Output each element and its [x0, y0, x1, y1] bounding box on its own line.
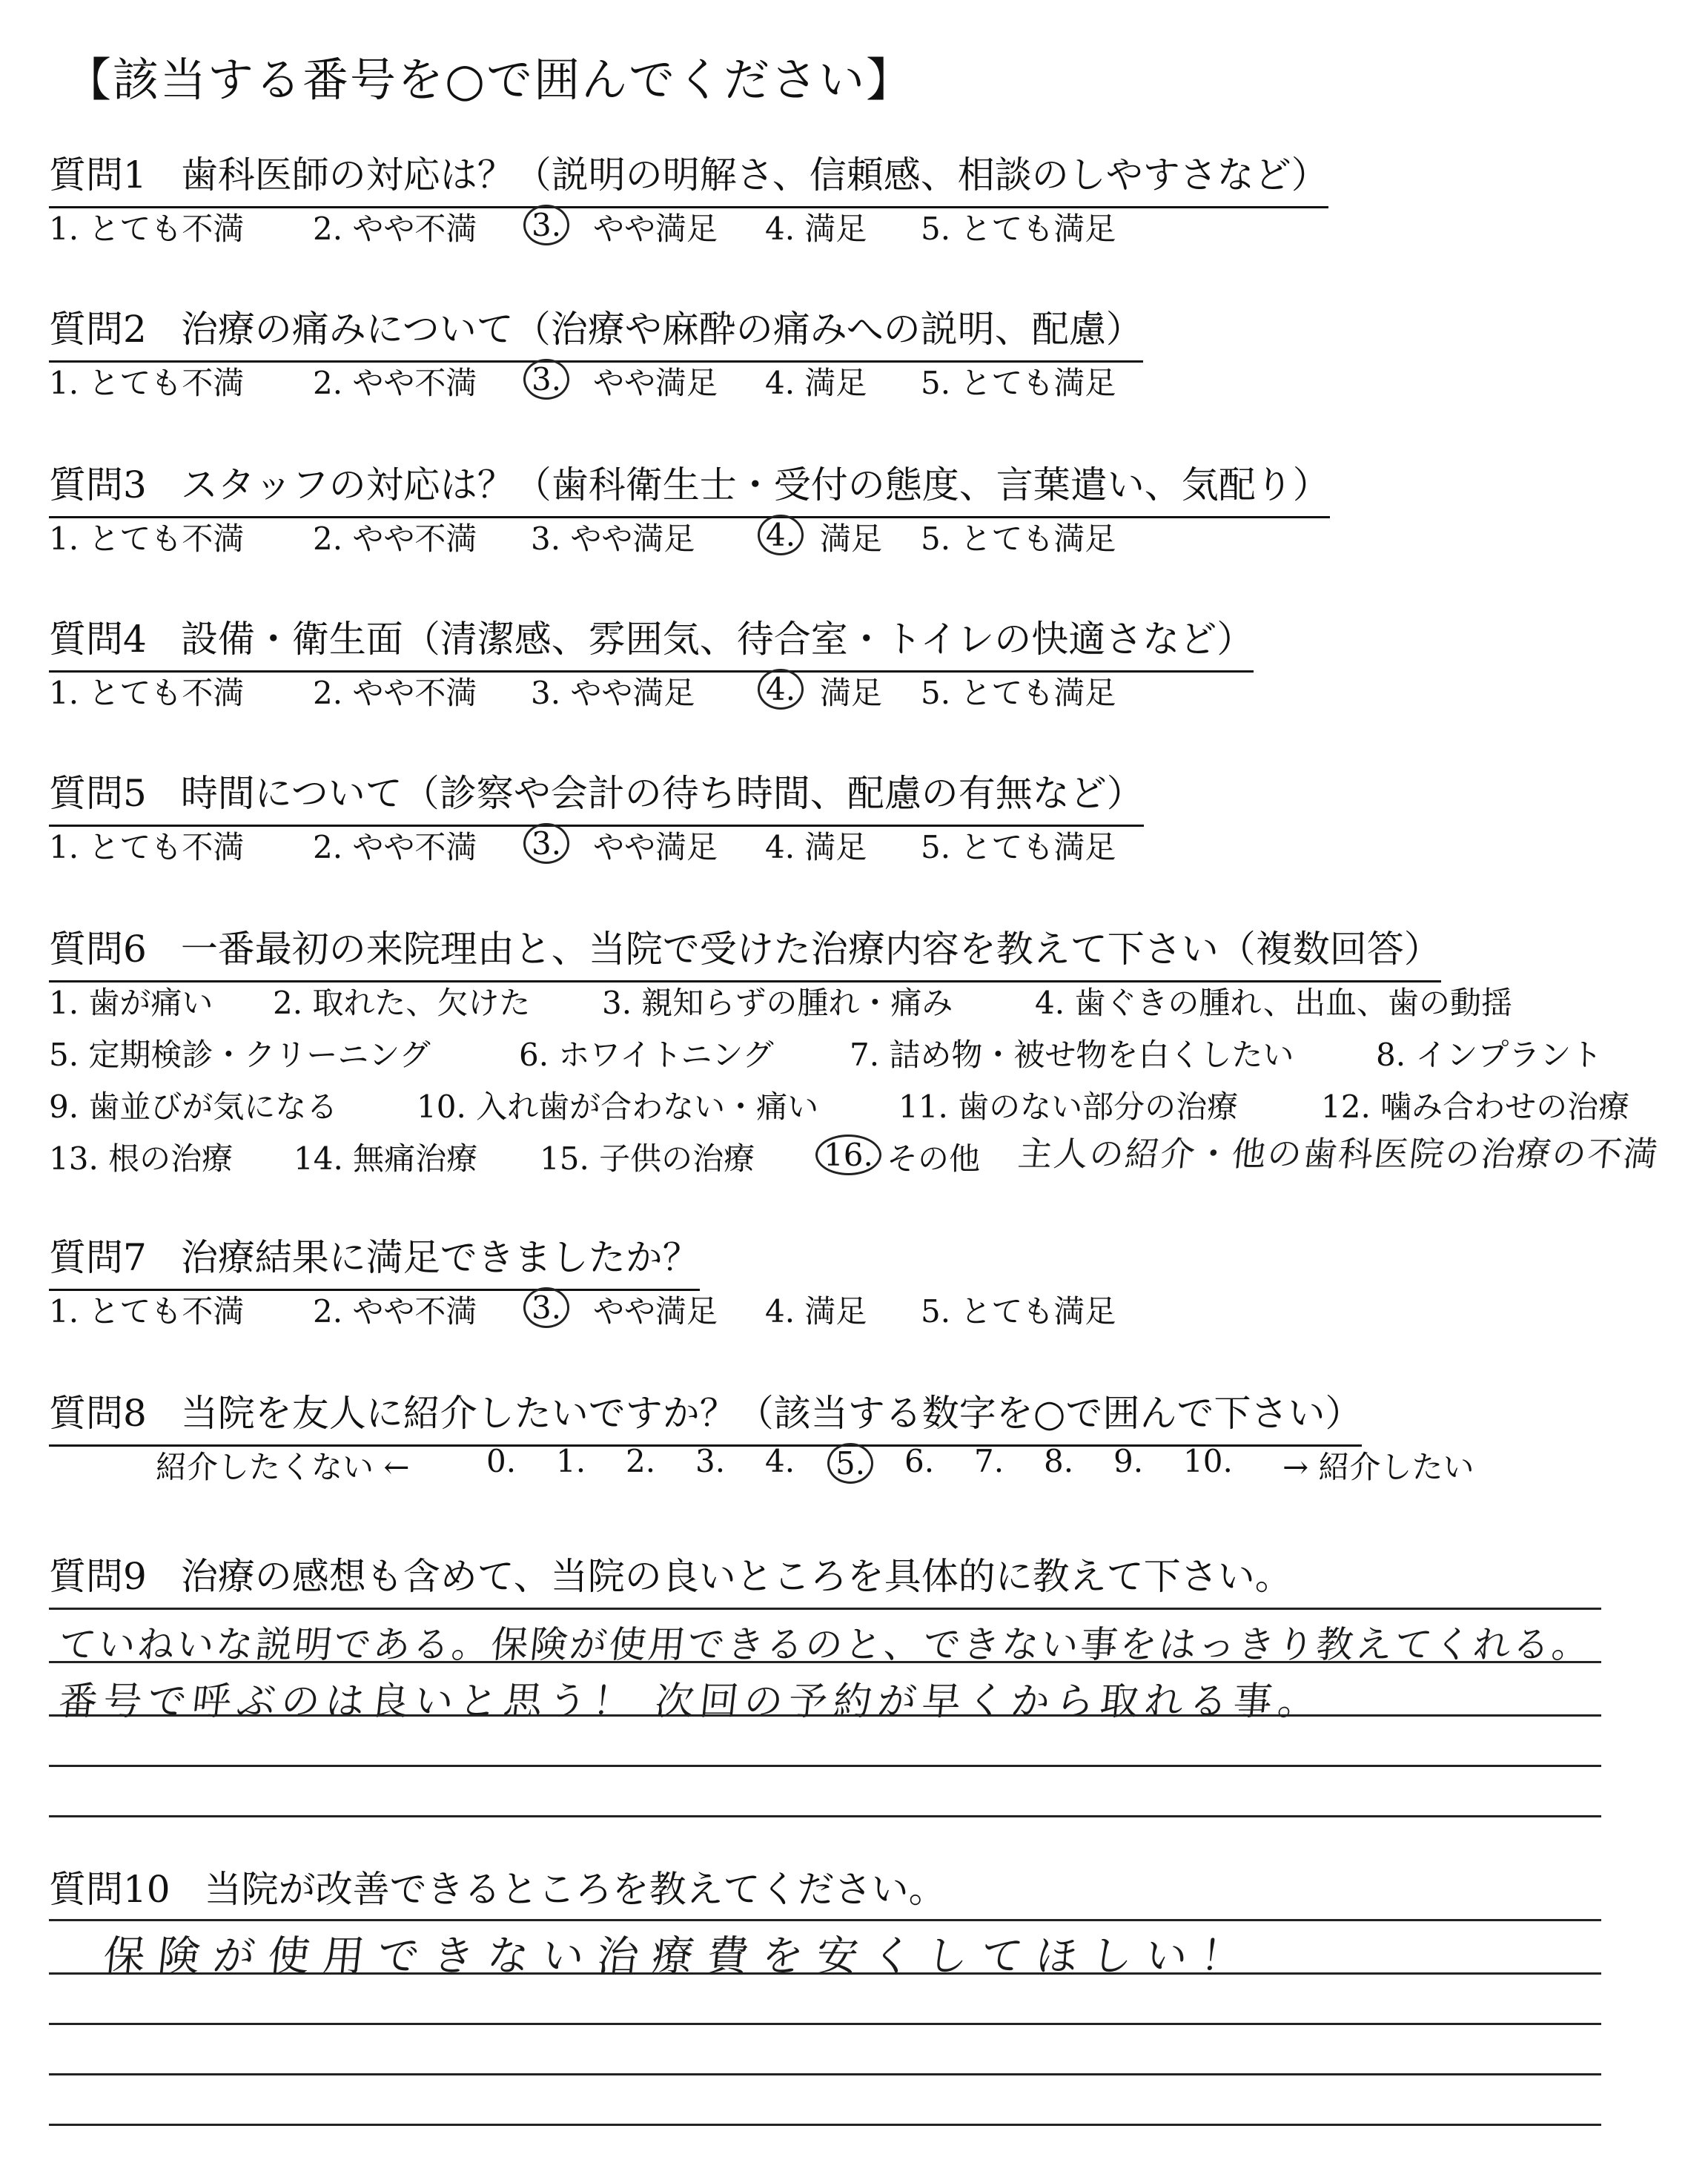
q8-option-7[interactable]: 7. — [974, 1443, 1004, 1479]
q8-option-2[interactable]: 2. — [626, 1443, 656, 1479]
q6-option-8[interactable]: 8. インプラント — [1376, 1037, 1603, 1073]
question-7-text: 治療結果に満足できましたか？ — [180, 1236, 700, 1279]
answer-line — [49, 1765, 1601, 1767]
selection-circle: 16. — [815, 1135, 881, 1175]
q1-option-5[interactable]: 5. とても満足 — [921, 211, 1116, 247]
q9-handwritten-answer-line-2[interactable]: 番号で呼ぶのは良いと思う！ 次回の予約が早くから取れる事。 — [56, 1680, 1325, 1724]
selection-circle: 5. — [827, 1443, 873, 1484]
selection-circle: 4. — [758, 515, 804, 555]
question-7 — [49, 1228, 700, 1291]
q6-option-12[interactable]: 12. 噛み合わせの治療 — [1321, 1089, 1630, 1125]
question-9-label: 質問9 — [49, 1555, 147, 1598]
q6-option-16-selected[interactable] — [823, 1135, 874, 1175]
q3-option-1[interactable]: 1. とても不満 — [49, 521, 245, 557]
q4-option-4-selected[interactable] — [765, 669, 796, 710]
q8-option-4[interactable]: 4. — [765, 1443, 795, 1479]
q3-option-3[interactable]: 3. やや満足 — [531, 521, 695, 557]
question-9 — [49, 1547, 1292, 1600]
q10-handwritten-answer-line-1[interactable]: 保険が使用できない治療費を安くしてほしい！ — [101, 1932, 1258, 1981]
question-6 — [49, 919, 1441, 982]
question-2 — [49, 300, 1143, 363]
q7-option-2[interactable]: 2. やや不満 — [313, 1293, 477, 1330]
q6-option-3[interactable]: 3. 親知らずの腫れ・痛み — [602, 985, 953, 1021]
question-2-text: 治療の痛みについて（治療や麻酔の痛みへの説明、配慮） — [180, 308, 1143, 351]
q8-option-1[interactable]: 1. — [556, 1443, 586, 1479]
selection-circle: 4. — [758, 669, 804, 710]
selection-circle: 3. — [523, 1287, 569, 1328]
q6-option-13[interactable]: 13. 根の治療 — [49, 1140, 234, 1177]
q6-option-7[interactable]: 7. 詰め物・被せ物を白くしたい — [850, 1037, 1294, 1073]
q2-option-3-label: やや満足 — [593, 365, 718, 401]
question-5 — [49, 764, 1144, 827]
question-1-label: 質問1 — [49, 153, 147, 196]
q3-option-5[interactable]: 5. とても満足 — [921, 521, 1116, 557]
q3-option-2[interactable]: 2. やや不満 — [313, 521, 477, 557]
question-9-text: 治療の感想も含めて、当院の良いところを具体的に教えて下さい。 — [180, 1555, 1292, 1598]
answer-line — [49, 1661, 1601, 1663]
q2-option-2[interactable]: 2. やや不満 — [313, 365, 477, 401]
question-8-text: 当院を友人に紹介したいですか？（該当する数字を○で囲んで下さい） — [180, 1392, 1363, 1435]
q6-option-5[interactable]: 5. 定期検診・クリーニング — [49, 1037, 431, 1073]
q2-option-3-selected[interactable] — [531, 359, 562, 400]
q8-option-3[interactable]: 3. — [695, 1443, 726, 1479]
q1-option-2[interactable]: 2. やや不満 — [313, 211, 477, 247]
q5-option-1[interactable]: 1. とても不満 — [49, 829, 245, 865]
q3-option-4-selected[interactable] — [765, 515, 796, 555]
q1-option-3-selected[interactable] — [531, 205, 562, 245]
question-6-text: 一番最初の来院理由と、当院で受けた治療内容を教えて下さい（複数回答） — [180, 928, 1441, 971]
q5-option-5[interactable]: 5. とても満足 — [921, 829, 1116, 865]
q6-option-1[interactable]: 1. 歯が痛い — [49, 985, 214, 1021]
q1-option-3-label: やや満足 — [593, 211, 718, 247]
question-5-text: 時間について（診察や会計の待ち時間、配慮の有無など） — [180, 772, 1144, 815]
question-1 — [49, 145, 1328, 208]
q5-option-2[interactable]: 2. やや不満 — [313, 829, 477, 865]
answer-line — [49, 2023, 1601, 2025]
q6-option-4[interactable]: 4. 歯ぐきの腫れ、出血、歯の動揺 — [1035, 985, 1512, 1021]
q1-option-1[interactable]: 1. とても不満 — [49, 211, 245, 247]
question-8 — [49, 1384, 1362, 1447]
answer-line — [49, 2073, 1601, 2075]
question-4-text: 設備・衛生面（清潔感、雰囲気、待合室・トイレの快適さなど） — [180, 618, 1254, 661]
q8-option-0[interactable]: 0. — [486, 1443, 517, 1479]
page-title: 【該当する番号を○で囲んでください】 — [65, 53, 914, 107]
q6-option-2[interactable]: 2. 取れた、欠けた — [273, 985, 531, 1021]
q8-option-10[interactable]: 10. — [1183, 1443, 1233, 1479]
q4-option-5[interactable]: 5. とても満足 — [921, 675, 1116, 711]
q6-option-9[interactable]: 9. 歯並びが気になる — [49, 1089, 338, 1125]
q4-option-2[interactable]: 2. やや不満 — [313, 675, 477, 711]
q7-option-3-selected[interactable] — [531, 1287, 562, 1328]
question-7-label: 質問7 — [49, 1236, 147, 1279]
selection-circle: 3. — [523, 205, 569, 245]
answer-line — [49, 2124, 1601, 2126]
question-10 — [49, 1860, 946, 1913]
q6-option-14[interactable]: 14. 無痛治療 — [294, 1140, 478, 1177]
q7-option-1[interactable]: 1. とても不満 — [49, 1293, 245, 1330]
q2-option-5[interactable]: 5. とても満足 — [921, 365, 1116, 401]
q8-option-8[interactable]: 8. — [1044, 1443, 1074, 1479]
q6-option-11[interactable]: 11. 歯のない部分の治療 — [898, 1089, 1239, 1125]
q3-option-4-label: 満足 — [820, 521, 883, 557]
q5-option-4[interactable]: 4. 満足 — [765, 829, 867, 865]
q1-option-4[interactable]: 4. 満足 — [765, 211, 867, 247]
q7-option-4[interactable]: 4. 満足 — [765, 1293, 867, 1330]
q4-option-1[interactable]: 1. とても不満 — [49, 675, 245, 711]
q7-option-3-label: やや満足 — [593, 1293, 718, 1330]
question-10-text: 当院が改善できるところを教えてください。 — [204, 1868, 946, 1911]
q5-option-3-selected[interactable] — [531, 823, 562, 864]
question-5-label: 質問5 — [49, 772, 147, 815]
q8-option-6[interactable]: 6. — [904, 1443, 935, 1479]
question-10-label: 質問10 — [49, 1868, 171, 1911]
q6-option-10[interactable]: 10. 入れ歯が合わない・痛い — [417, 1089, 819, 1125]
q4-option-3[interactable]: 3. やや満足 — [531, 675, 695, 711]
answer-line — [49, 1815, 1601, 1817]
question-1-text: 歯科医師の対応は？（説明の明解さ、信頼感、相談のしやすさなど） — [180, 153, 1328, 196]
q4-option-4-label: 満足 — [820, 675, 883, 711]
q8-option-5-selected[interactable] — [835, 1443, 866, 1484]
q8-left-label: 紹介したくない ← — [156, 1449, 410, 1485]
question-3 — [49, 455, 1330, 518]
selection-circle: 3. — [523, 359, 569, 400]
question-3-text: スタッフの対応は？（歯科衛生士・受付の態度、言葉遣い、気配り） — [180, 463, 1330, 506]
answer-line — [49, 1919, 1601, 1921]
answer-line — [49, 1608, 1601, 1610]
selection-circle: 3. — [523, 823, 569, 864]
q8-option-9[interactable]: 9. — [1113, 1443, 1144, 1479]
answer-line — [49, 1972, 1601, 1975]
question-8-label: 質問8 — [49, 1392, 147, 1435]
q8-right-label: → 紹介したい — [1282, 1449, 1474, 1485]
q6-option-6[interactable]: 6. ホワイトニング — [519, 1037, 774, 1073]
q2-option-1[interactable]: 1. とても不満 — [49, 365, 245, 401]
q6-option-15[interactable]: 15. 子供の治療 — [540, 1140, 755, 1177]
answer-line — [49, 1714, 1601, 1717]
q2-option-4[interactable]: 4. 満足 — [765, 365, 867, 401]
q6-option-16-label: その他 — [887, 1140, 981, 1177]
question-6-label: 質問6 — [49, 928, 147, 971]
q5-option-3-label: やや満足 — [593, 829, 718, 865]
q6-other-handwritten-answer[interactable]: 主人の紹介・他の歯科医院の治療の不満 — [1016, 1134, 1661, 1174]
q9-handwritten-answer-line-1[interactable]: ていねいな説明である。保険が使用できるのと、できない事をはっきり教えてくれる。 — [56, 1623, 1594, 1666]
question-4 — [49, 610, 1254, 673]
question-3-label: 質問3 — [49, 463, 147, 506]
question-4-label: 質問4 — [49, 618, 147, 661]
question-2-label: 質問2 — [49, 308, 147, 351]
q7-option-5[interactable]: 5. とても満足 — [921, 1293, 1116, 1330]
